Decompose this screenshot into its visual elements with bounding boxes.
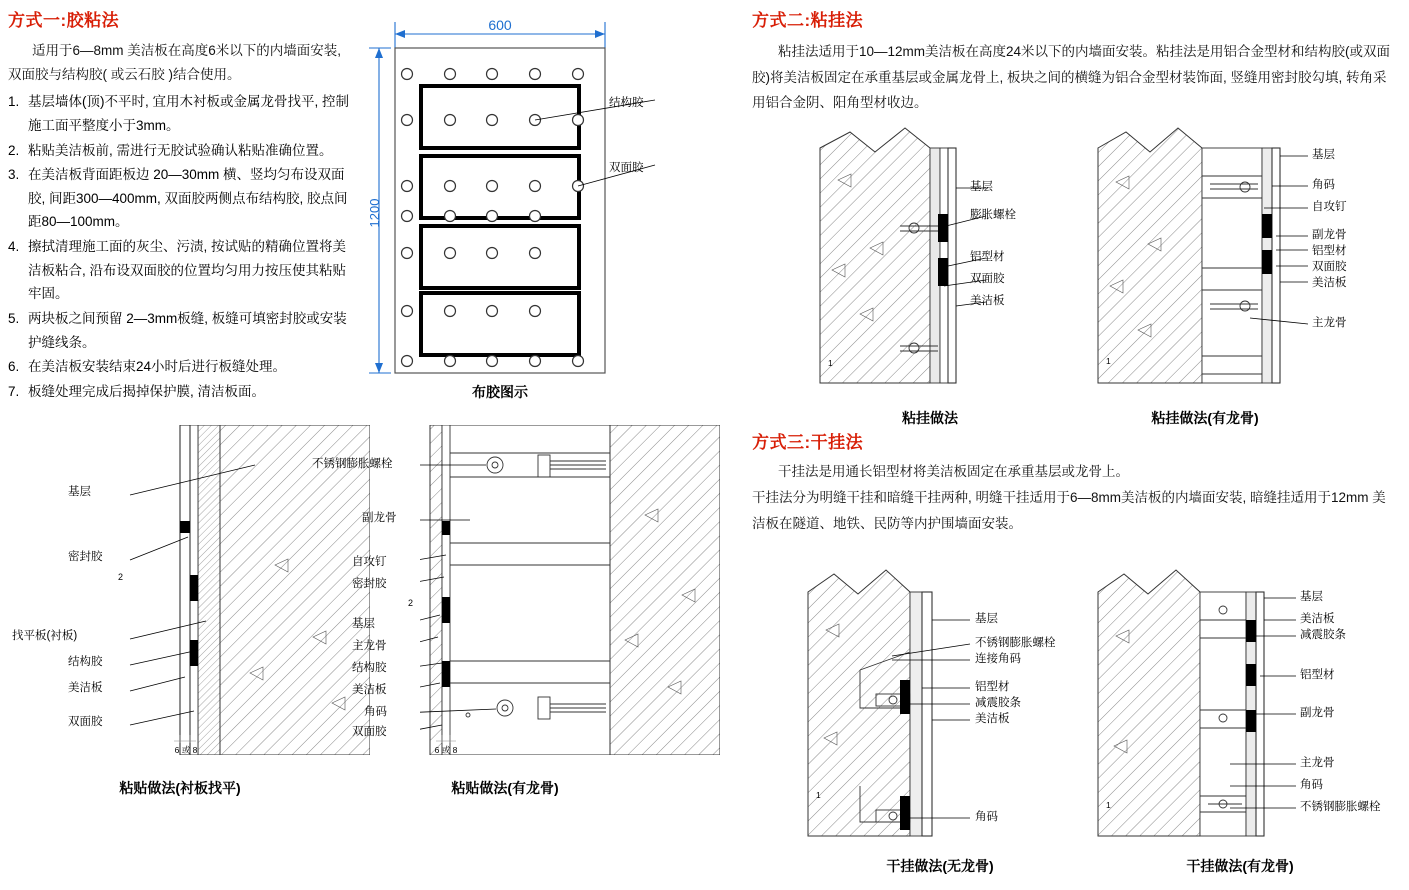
- method3-intro1: 干挂法是用通长铝型材将美洁板固定在承重基层或龙骨上。: [778, 464, 1129, 479]
- hang-paste-caption: 粘挂做法: [902, 410, 958, 426]
- glue-layout-figure: [365, 8, 665, 408]
- method1-block: [8, 6, 358, 404]
- label-expansion-bolt: 膨胀螺栓: [970, 209, 1016, 221]
- label-panel: 美洁板: [975, 713, 1010, 725]
- label-panel: 美洁板: [1300, 613, 1335, 625]
- list-item: [8, 355, 358, 379]
- label-double-tape: 双面胶: [352, 726, 387, 738]
- label-corner-bracket: 角码: [975, 811, 998, 823]
- label-stainless-expansion-bolt: 不锈钢膨胀螺栓: [975, 637, 1056, 649]
- step-number: 5.: [8, 310, 20, 326]
- label-base-layer: 基层: [975, 613, 998, 625]
- label-base-layer: 基层: [970, 181, 993, 193]
- scale-mark-text: 1: [828, 358, 833, 368]
- step-text: 在美洁板背面距板边 20—30mm 横、竖均匀布设双面胶, 间距300—400mm, 双面胶两侧点布结构胶, 胶点间距80—100mm。: [28, 167, 348, 230]
- label-main-keel: 主龙骨: [1300, 757, 1335, 769]
- label-corner-bracket: 角码: [1300, 779, 1323, 791]
- figure-label-double-tape: 双面胶: [609, 162, 644, 174]
- step-text: 基层墙体(顶)不平时, 宜用木衬板或金属龙骨找平, 控制施工面平整度小于3mm。: [28, 94, 349, 133]
- label-self-tapping-screw: 自攻钉: [352, 556, 387, 568]
- label-panel: 美洁板: [970, 295, 1005, 307]
- step-text: 粘贴美洁板前, 需进行无胶试验确认粘贴准确位置。: [28, 142, 333, 158]
- dim-width-text: 600: [488, 17, 512, 33]
- label-aluminium-profile: 铝型材: [975, 681, 1010, 693]
- label-aluminium-profile: 铝型材: [1300, 669, 1335, 681]
- label-corner-bracket: 角码: [1312, 179, 1335, 191]
- label-base-layer: 基层: [1300, 591, 1323, 603]
- method2-title: 方式二:粘挂法: [752, 11, 864, 30]
- label-gap-2mm: 2: [408, 598, 414, 608]
- step-text: 板缝处理完成后揭掉保护膜, 清洁板面。: [28, 383, 266, 399]
- figure-label-structural-glue: 结构胶: [609, 97, 644, 109]
- label-aluminium-profile: 铝型材: [970, 251, 1005, 263]
- label-panel: 美洁板: [1312, 277, 1347, 289]
- label-secondary-keel: 副龙骨: [1300, 707, 1335, 719]
- label-double-tape: 双面胶: [68, 716, 103, 728]
- label-gap-2mm: 2: [118, 572, 124, 582]
- method1-title: 方式一:胶粘法: [8, 11, 120, 30]
- paste-with-backer-caption: 粘贴做法(衬板找平): [119, 780, 241, 796]
- list-item: [8, 139, 358, 163]
- label-base-layer: 基层: [68, 486, 91, 498]
- paste-with-backer-figure: [12, 425, 370, 755]
- step-number: 2.: [8, 142, 20, 158]
- thickness-note-text: 6 或 8: [174, 745, 198, 755]
- step-number: 3.: [8, 167, 20, 183]
- step-text: 两块板之间预留 2—3mm板缝, 板缝可填密封胶或安装护缝线条。: [28, 310, 347, 350]
- label-damping-strip: 减震胶条: [975, 697, 1021, 709]
- scale-mark-text: 1: [816, 790, 821, 800]
- list-item: [8, 235, 358, 306]
- label-connecting-bracket: 连接角码: [975, 653, 1021, 665]
- label-aluminium-profile: 铝型材: [1312, 245, 1347, 257]
- list-item: [8, 90, 358, 137]
- label-main-keel: 主龙骨: [1312, 317, 1347, 329]
- dry-hang-keel-caption: 干挂做法(有龙骨): [1186, 858, 1294, 874]
- scale-mark-text: 1: [1106, 356, 1111, 366]
- method2-block: [752, 6, 1392, 116]
- hang-paste-keel-figure: [1090, 118, 1390, 388]
- label-secondary-keel: 副龙骨: [1312, 229, 1347, 241]
- scale-mark-text: 1: [1106, 800, 1111, 810]
- dry-hang-keel-figure: [1090, 560, 1390, 840]
- step-text: 擦拭清理施工面的灰尘、污渍, 按试贴的精确位置将美洁板粘合, 沿布设双面胶的位置均匀用力按压使其粘贴牢固。: [28, 239, 347, 302]
- label-double-tape: 双面胶: [970, 273, 1005, 285]
- label-stainless-expansion-bolt: 不锈钢膨胀螺栓: [312, 458, 393, 470]
- glue-layout-caption: 布胶图示: [472, 384, 528, 400]
- label-structural-glue: 结构胶: [352, 662, 387, 674]
- label-corner-bracket: 角码: [364, 706, 387, 718]
- method3-intro2: 干挂法分为明缝干挂和暗缝干挂两种, 明缝干挂适用于6—8mm美洁板的内墙面安装, 暗缝挂适用于12mm 美洁板在隧道、地铁、民防等内护围墙面安装。: [752, 489, 1386, 531]
- label-panel: 美洁板: [352, 684, 387, 696]
- dry-hang-nokeel-figure: [800, 560, 1090, 840]
- method3-block: [752, 428, 1392, 537]
- label-base-layer: 基层: [1312, 149, 1335, 161]
- dim-height-text: 1200: [367, 198, 382, 228]
- thickness-note-text: 6 或 8: [434, 745, 458, 755]
- label-panel: 美洁板: [68, 682, 103, 694]
- label-sealant: 密封胶: [352, 578, 387, 590]
- label-sealant: 密封胶: [68, 551, 103, 563]
- label-leveling-board: 找平板(衬板): [12, 630, 78, 642]
- method1-intro: 适用于6—8mm 美洁板在高度6米以下的内墙面安装, 双面胶与结构胶( 或云石胶 )结合使用。: [8, 43, 342, 82]
- step-text: 在美洁板安装结束24小时后进行板缝处理。: [28, 359, 287, 375]
- step-number: 7.: [8, 383, 20, 399]
- label-double-tape: 双面胶: [1312, 261, 1347, 273]
- list-item: [8, 380, 358, 404]
- label-self-tapping-screw: 自攻钉: [1312, 201, 1347, 213]
- step-number: 6.: [8, 359, 20, 375]
- paste-with-keel-figure: [312, 425, 720, 755]
- label-damping-strip: 减震胶条: [1300, 629, 1346, 641]
- label-base-layer: 基层: [352, 618, 375, 630]
- hang-paste-keel-caption: 粘挂做法(有龙骨): [1151, 410, 1259, 426]
- list-item: [8, 163, 358, 234]
- method2-intro: 粘挂法适用于10—12mm美洁板在高度24米以下的内墙面安装。粘挂法是用铝合金型材和结构胶(或双面胶)将美洁板固定在承重基层或金属龙骨上, 板块之间的横缝为铝合金型材装饰面, 竖缝用密封胶勾填, 转角采用铝合金阴、阳角型材收边。: [752, 44, 1391, 111]
- hang-paste-figure: [810, 118, 1070, 388]
- label-stainless-expansion-bolt: 不锈钢膨胀螺栓: [1300, 801, 1381, 813]
- label-structural-glue: 结构胶: [68, 656, 103, 668]
- method1-steps: [8, 90, 358, 403]
- dry-hang-nokeel-caption: 干挂做法(无龙骨): [886, 858, 994, 874]
- method3-title: 方式三:干挂法: [752, 433, 864, 452]
- list-item: [8, 307, 358, 354]
- step-number: 4.: [8, 239, 20, 254]
- step-number: 1.: [8, 94, 20, 110]
- paste-with-keel-caption: 粘贴做法(有龙骨): [451, 780, 559, 796]
- label-secondary-keel: 副龙骨: [362, 512, 397, 524]
- label-main-keel: 主龙骨: [352, 640, 387, 652]
